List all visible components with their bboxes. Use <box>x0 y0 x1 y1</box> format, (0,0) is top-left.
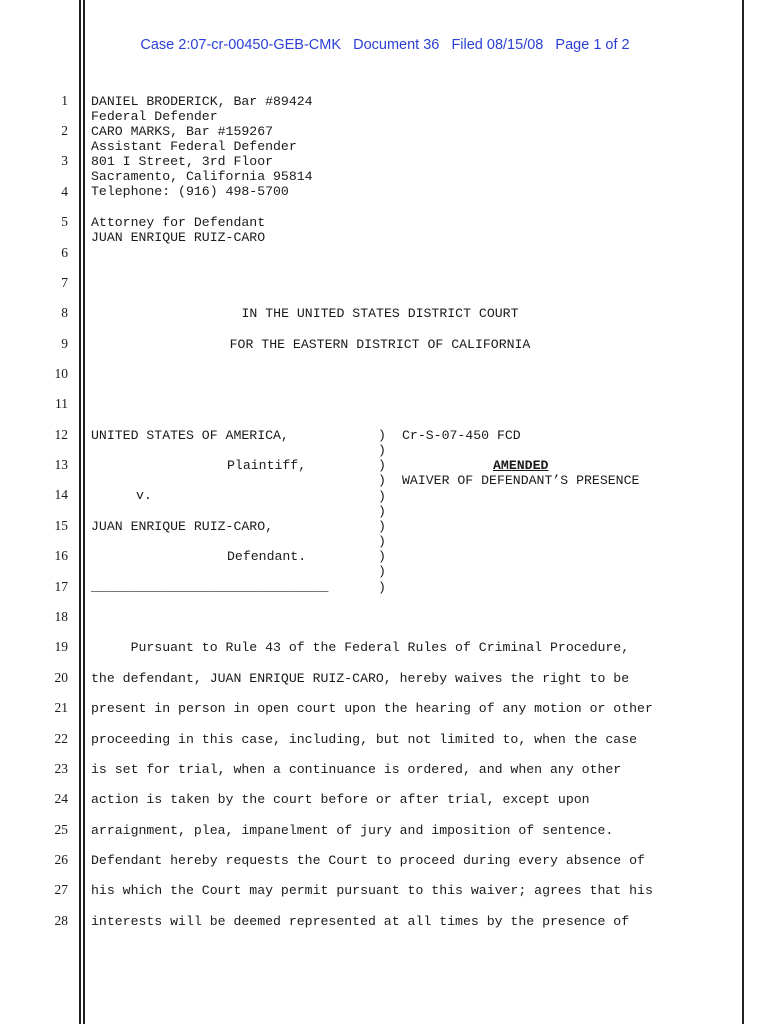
defendant-role: Defendant. <box>227 549 307 564</box>
ecf-filing-header: Case 2:07-cr-00450-GEB-CMK Document 36 Filed 08/15/08 Page 1 of 2 <box>140 37 630 53</box>
left-margin-rule-inner <box>83 0 85 1024</box>
right-margin-rule <box>742 0 744 1024</box>
line-number: 26 <box>54 852 68 867</box>
body-line: his which the Court may permit pursuant to this waiver; agrees that his <box>91 883 653 898</box>
court-district: FOR THE EASTERN DISTRICT OF CALIFORNIA <box>229 337 531 352</box>
counsel-line: DANIEL BRODERICK, Bar #89424 <box>91 94 313 109</box>
body-line: is set for trial, when a continuance is ordered, and when any other <box>91 762 622 777</box>
counsel-line: Sacramento, California 95814 <box>91 169 313 184</box>
body-line: arraignment, plea, impanelment of jury and imposition of sentence. <box>91 823 614 838</box>
counsel-line: Assistant Federal Defender <box>91 139 297 154</box>
line-number: 12 <box>54 427 68 442</box>
document-title: WAIVER OF DEFENDANT’S PRESENCE <box>402 473 640 488</box>
body-line: present in person in open court upon the hearing of any motion or other <box>91 701 653 716</box>
line-number: 20 <box>54 670 68 685</box>
line-number: 8 <box>61 305 68 320</box>
left-margin-rule-outer <box>79 0 81 1024</box>
line-number: 18 <box>54 609 68 624</box>
line-number: 4 <box>61 184 68 199</box>
body-line: proceeding in this case, including, but not limited to, when the case <box>91 732 638 747</box>
line-number: 19 <box>54 639 68 654</box>
plaintiff-role: Plaintiff, <box>227 458 307 473</box>
line-number: 28 <box>54 913 68 928</box>
line-number: 13 <box>54 457 68 472</box>
attorney-for-line: Attorney for Defendant <box>91 215 266 230</box>
line-number: 17 <box>54 579 68 594</box>
attorney-for-client: JUAN ENRIQUE RUIZ-CARO <box>91 230 266 245</box>
line-number: 7 <box>61 275 68 290</box>
counsel-line: Telephone: (916) 498-5700 <box>91 184 289 199</box>
counsel-line: Federal Defender <box>91 109 218 124</box>
line-number: 21 <box>54 700 68 715</box>
line-number: 11 <box>55 396 68 411</box>
amended-label: AMENDED <box>493 458 549 473</box>
caption-parentheses: ) ) ) ) ) ) ) ) ) ) ) <box>378 428 386 595</box>
body-line: Defendant hereby requests the Court to proceed during every absence of <box>91 853 645 868</box>
versus: v. <box>136 488 152 503</box>
line-number: 25 <box>54 822 68 837</box>
line-number: 2 <box>61 123 68 138</box>
line-number: 3 <box>61 153 68 168</box>
plaintiff-name: UNITED STATES OF AMERICA, <box>91 428 289 443</box>
court-name: IN THE UNITED STATES DISTRICT COURT <box>241 306 519 321</box>
line-number: 16 <box>54 548 68 563</box>
line-number: 6 <box>61 245 68 260</box>
line-number: 27 <box>54 882 68 897</box>
line-number: 24 <box>54 791 68 806</box>
line-number: 15 <box>54 518 68 533</box>
line-number: 22 <box>54 731 68 746</box>
caption-underline: ______________________________ <box>91 579 329 594</box>
counsel-line: 801 I Street, 3rd Floor <box>91 154 274 169</box>
line-number: 23 <box>54 761 68 776</box>
line-number: 5 <box>61 214 68 229</box>
body-line: Pursuant to Rule 43 of the Federal Rules of Criminal Procedure, <box>91 640 630 655</box>
line-number: 9 <box>61 336 68 351</box>
body-line: interests will be deemed represented at all times by the presence of <box>91 914 630 929</box>
body-line: action is taken by the court before or after trial, except upon <box>91 792 590 807</box>
line-number: 14 <box>54 487 68 502</box>
defendant-name: JUAN ENRIQUE RUIZ-CARO, <box>91 519 274 534</box>
line-number: 1 <box>61 93 68 108</box>
line-number: 10 <box>54 366 68 381</box>
counsel-line: CARO MARKS, Bar #159267 <box>91 124 274 139</box>
body-line: the defendant, JUAN ENRIQUE RUIZ-CARO, hereby waives the right to be <box>91 671 630 686</box>
case-number: Cr-S-07-450 FCD <box>402 428 521 443</box>
